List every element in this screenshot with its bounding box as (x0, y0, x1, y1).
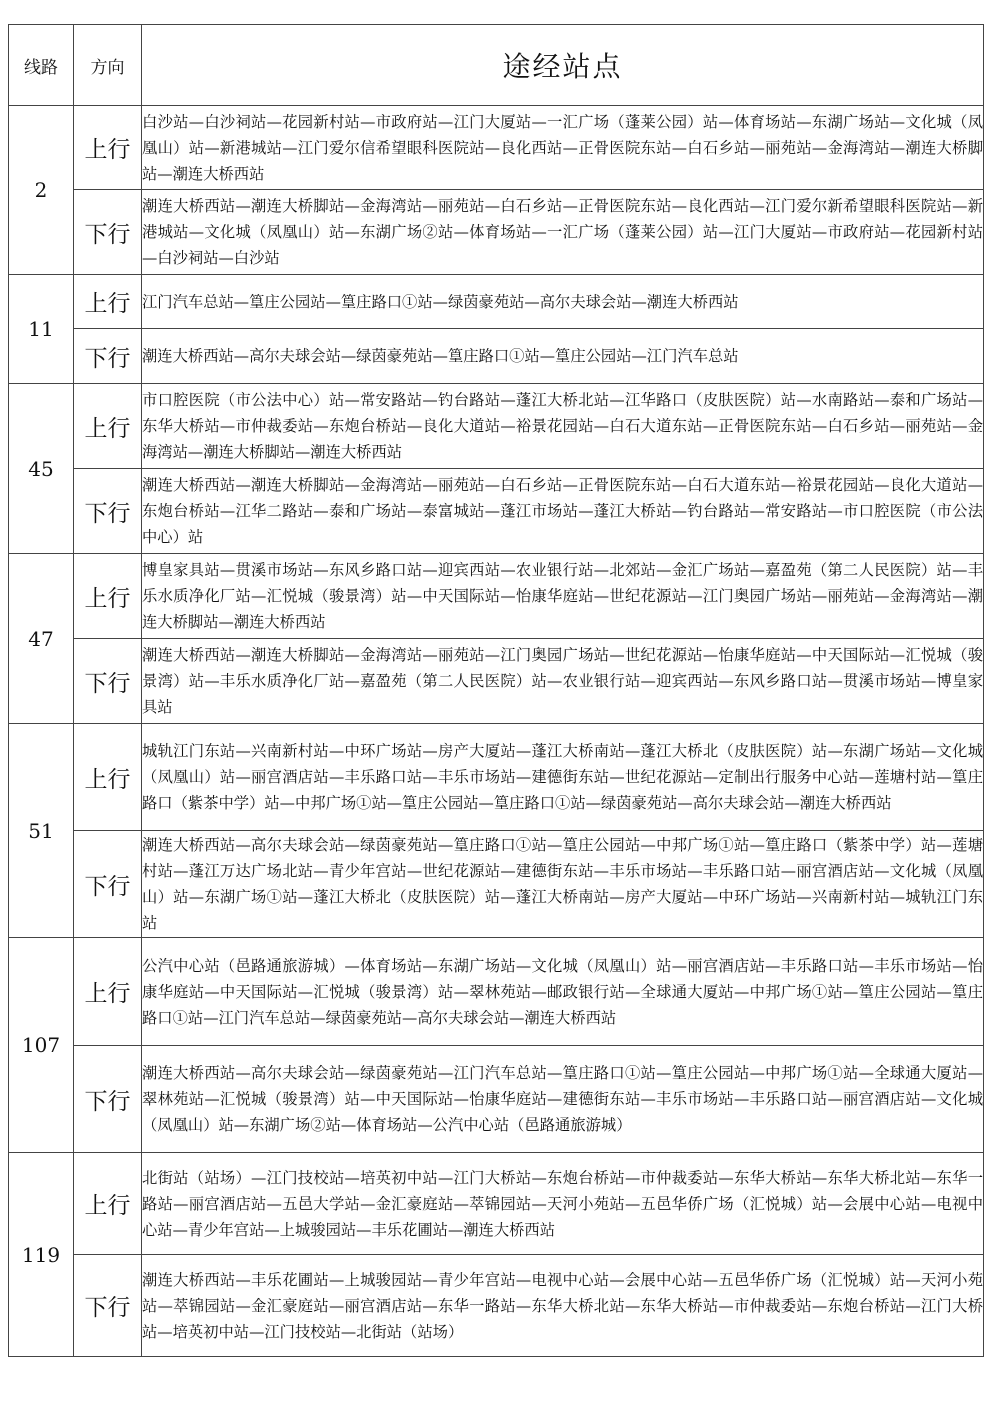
direction-up: 上行 (74, 554, 142, 639)
route-number: 11 (9, 275, 74, 384)
direction-up: 上行 (74, 1153, 142, 1255)
route-number: 47 (9, 554, 74, 724)
stops-down: 潮连大桥西站—丰乐花圃站—上城骏园站—青少年宫站—电视中心站—会展中心站—五邑华侨广场（汇悦城）站—天河小苑站—萃锦园站—金汇豪庭站—丽宫酒店站—东华一路站—东华大桥北站—东华大桥站—市仲裁委站—东炮台桥站—江门大桥站—培英初中站—江门技校站—北街站（站场） (142, 1255, 984, 1357)
stops-down: 潮连大桥西站—潮连大桥脚站—金海湾站—丽苑站—白石乡站—正骨医院东站—白石大道东站—裕景花园站—良化大道站—东炮台桥站—江华二路站—泰和广场站—泰富城站—蓬江市场站—蓬江大桥站—钓台路站—常安路站—市口腔医院（市公法中心）站 (142, 469, 984, 554)
stops-down: 潮连大桥西站—潮连大桥脚站—金海湾站—丽苑站—江门奥园广场站—世纪花源站—怡康华庭站—中天国际站—汇悦城（骏景湾）站—丰乐水质净化厂站—嘉盈苑（第二人民医院）站—农业银行站—迎宾西站—东风乡路口站—贯溪市场站—博皇家具站 (142, 639, 984, 724)
stops-down: 潮连大桥西站—潮连大桥脚站—金海湾站—丽苑站—白石乡站—正骨医院东站—良化西站—江门爱尔新希望眼科医院站—新港城站—文化城（凤凰山）站—东湖广场②站—体育场站—一汇广场（蓬莱公园）站—江门大厦站—市政府站—花园新村站—白沙祠站—白沙站 (142, 190, 984, 275)
header-row (9, 25, 984, 106)
stops-up: 市口腔医院（市公法中心）站—常安路站—钓台路站—蓬江大桥北站—江华路口（皮肤医院）站—水南路站—泰和广场站—东华大桥站—市仲裁委站—东炮台桥站—良化大道站—裕景花园站—白石大道东站—正骨医院东站—白石乡站—丽苑站—金海湾站—潮连大桥脚站—潮连大桥西站 (142, 384, 984, 469)
route-row-down (9, 639, 984, 724)
route-row-up (9, 554, 984, 639)
stops-down: 潮连大桥西站—高尔夫球会站—绿茵豪苑站—篁庄路口①站—篁庄公园站—中邦广场①站—篁庄路口（紫茶中学）站—莲塘村站—蓬江万达广场北站—青少年宫站—世纪花源站—建德街东站—丰乐市场站—丰乐路口站—丽宫酒店站—文化城（凤凰山）站—东湖广场①站—蓬江大桥北（皮肤医院）站—蓬江大桥南站—房产大厦站—中环广场站—兴南新村站—城轨江门东站 (142, 831, 984, 938)
route-row-down (9, 469, 984, 554)
stops-up: 博皇家具站—贯溪市场站—东风乡路口站—迎宾西站—农业银行站—北郊站—金汇广场站—嘉盈苑（第二人民医院）站—丰乐水质净化厂站—汇悦城（骏景湾）站—中天国际站—怡康华庭站—世纪花源站—江门奥园广场站—丽苑站—金海湾站—潮连大桥脚站—潮连大桥西站 (142, 554, 984, 639)
route-row-up (9, 724, 984, 831)
direction-up: 上行 (74, 106, 142, 190)
route-row-down (9, 190, 984, 275)
stops-up: 北街站（站场）—江门技校站—培英初中站—江门大桥站—东炮台桥站—市仲裁委站—东华大桥站—东华大桥北站—东华一路站—丽宫酒店站—五邑大学站—金汇豪庭站—萃锦园站—天河小苑站—五邑华侨广场（汇悦城）站—会展中心站—电视中心站—青少年宫站—上城骏园站—丰乐花圃站—潮连大桥西站 (142, 1153, 984, 1255)
stops-up: 江门汽车总站—篁庄公园站—篁庄路口①站—绿茵豪苑站—高尔夫球会站—潮连大桥西站 (142, 275, 984, 329)
stops-up: 公汽中心站（邑路通旅游城）—体育场站—东湖广场站—文化城（凤凰山）站—丽宫酒店站—丰乐路口站—丰乐市场站—怡康华庭站—中天国际站—汇悦城（骏景湾）站—翠林苑站—邮政银行站—全球通大厦站—中邦广场①站—篁庄公园站—篁庄路口①站—江门汽车总站—绿茵豪苑站—高尔夫球会站—潮连大桥西站 (142, 938, 984, 1046)
route-number: 2 (9, 106, 74, 275)
direction-down: 下行 (74, 1046, 142, 1153)
route-row-up (9, 1153, 984, 1255)
header-line: 线路 (9, 25, 74, 106)
route-row-up (9, 938, 984, 1046)
route-row-up (9, 384, 984, 469)
route-number: 51 (9, 724, 74, 938)
direction-down: 下行 (74, 639, 142, 724)
stops-down: 潮连大桥西站—高尔夫球会站—绿茵豪苑站—篁庄路口①站—篁庄公园站—江门汽车总站 (142, 329, 984, 384)
direction-down: 下行 (74, 831, 142, 938)
route-row-down (9, 831, 984, 938)
direction-down: 下行 (74, 469, 142, 554)
route-row-down (9, 329, 984, 384)
route-row-up (9, 106, 984, 190)
direction-up: 上行 (74, 275, 142, 329)
header-direction: 方向 (74, 25, 142, 106)
route-number: 119 (9, 1153, 74, 1357)
direction-up: 上行 (74, 724, 142, 831)
route-row-down (9, 1255, 984, 1357)
direction-up: 上行 (74, 384, 142, 469)
direction-down: 下行 (74, 190, 142, 275)
stops-down: 潮连大桥西站—高尔夫球会站—绿茵豪苑站—江门汽车总站—篁庄路口①站—篁庄公园站—中邦广场①站—全球通大厦站—翠林苑站—汇悦城（骏景湾）站—中天国际站—怡康华庭站—建德街东站—丰乐市场站—丰乐路口站—丽宫酒店站—文化城（凤凰山）站—东湖广场②站—体育场站—公汽中心站（邑路通旅游城） (142, 1046, 984, 1153)
stops-up: 城轨江门东站—兴南新村站—中环广场站—房产大厦站—蓬江大桥南站—蓬江大桥北（皮肤医院）站—东湖广场站—文化城（凤凰山）站—丽宫酒店站—丰乐路口站—丰乐市场站—建德街东站—世纪花源站—定制出行服务中心站—莲塘村站—篁庄路口（紫茶中学）站—中邦广场①站—篁庄公园站—篁庄路口①站—绿茵豪苑站—高尔夫球会站—潮连大桥西站 (142, 724, 984, 831)
direction-down: 下行 (74, 329, 142, 384)
route-row-down (9, 1046, 984, 1153)
stops-up: 白沙站—白沙祠站—花园新村站—市政府站—江门大厦站—一汇广场（蓬莱公园）站—体育场站—东湖广场站—文化城（凤凰山）站—新港城站—江门爱尔信希望眼科医院站—良化西站—正骨医院东站—白石乡站—丽苑站—金海湾站—潮连大桥脚站—潮连大桥西站 (142, 106, 984, 190)
direction-down: 下行 (74, 1255, 142, 1357)
route-number: 107 (9, 938, 74, 1153)
header-stops: 途经站点 (142, 25, 984, 106)
direction-up: 上行 (74, 938, 142, 1046)
route-table (8, 24, 984, 1357)
route-row-up (9, 275, 984, 329)
route-number: 45 (9, 384, 74, 554)
